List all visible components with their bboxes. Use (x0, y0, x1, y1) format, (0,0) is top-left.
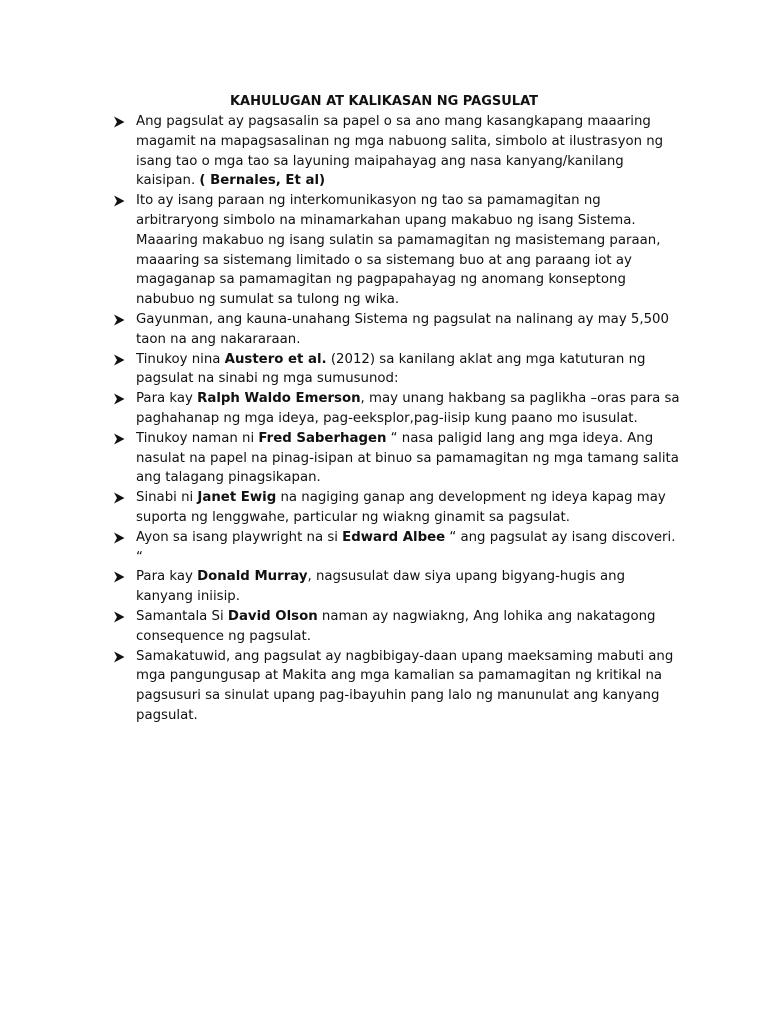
list-item: Sinabi ni Janet Ewig na nagiging ganap ang development ng ideya kapag may suporta ng lenggwahe, particular ng wiakng ginamit sa pagsulat. (113, 488, 683, 528)
arrowhead-bullet-icon (113, 314, 125, 326)
arrowhead-bullet-icon (113, 195, 125, 207)
document-title: KAHULUGAN AT KALIKASAN NG PAGSULAT (229, 94, 538, 109)
list-item: Samakatuwid, ang pagsulat ay nagbibigay-daan upang maeksaming mabuti ang mga pangungusap at Makita ang mga kamalian sa pamamagitan ng kritikal na pagsusuri sa sinulat upang pag-ibayuhin pang lalo ng manunulat ang kanyang pagsulat. (113, 647, 683, 726)
list-item: Tinukoy naman ni Fred Saberhagen “ nasa paligid lang ang mga ideya. Ang nasulat na papel na pinag-isipan at binuo sa pamamagitan ng mga tamang salita ang talagang pinagsikapan. (113, 429, 683, 488)
arrowhead-bullet-icon (113, 116, 125, 128)
list-item: Ito ay isang paraan ng interkomunikasyon ng tao sa pamamagitan ng arbitraryong simbolo na minamarkahan upang makabuo ng isang Sistema. Maaaring makabuo ng isang sulatin sa pamamagitan ng masistemang paraan, maaaring sa sistemang limitado o sa sistemang buo at ang paraang iot ay magaganap sa pamamagitan ng pagpapahayag ng anomang konseptong nabubuo ng sumulat sa tulong ng wika. (113, 191, 683, 310)
list-item: Ayon sa isang playwright na si Edward Albee “ ang pagsulat ay isang discoveri. “ (113, 528, 683, 568)
arrowhead-bullet-icon (113, 354, 125, 366)
arrowhead-bullet-icon (113, 532, 125, 544)
arrowhead-bullet-icon (113, 433, 125, 445)
list-item: Gayunman, ang kauna-unahang Sistema ng pagsulat na nalinang ay may 5,500 taon na ang nakararaan. (113, 310, 683, 350)
arrowhead-bullet-icon (113, 571, 125, 583)
list-item: Tinukoy nina Austero et al. (2012) sa kanilang aklat ang mga katuturan ng pagsulat na sinabi ng mga sumusunod: (113, 350, 683, 390)
list-item: Para kay Ralph Waldo Emerson, may unang hakbang sa paglikha –oras para sa paghahanap ng mga ideya, pag-eeksplor,pag-iisip kung paano mo isusulat. (113, 389, 683, 429)
arrowhead-bullet-icon (113, 492, 125, 504)
arrowhead-bullet-icon (113, 611, 125, 623)
list-item: Samantala Si David Olson naman ay nagwiakng, Ang lohika ang nakatagong consequence ng pagsulat. (113, 607, 683, 647)
arrowhead-bullet-icon (113, 393, 125, 405)
bullet-list (113, 112, 683, 726)
list-item: Ang pagsulat ay pagsasalin sa papel o sa ano mang kasangkapang maaaring magamit na mapagsasalinan ng mga nabuong salita, simbolo at ilustrasyon ng isang tao o mga tao sa layuning maipahayag ang nasa kanyang/kanilang kaisipan. ( Bernales, Et al) (113, 112, 683, 191)
arrowhead-bullet-icon (113, 651, 125, 663)
list-item: Para kay Donald Murray, nagsusulat daw siya upang bigyang-hugis ang kanyang iniisip. (113, 567, 683, 607)
